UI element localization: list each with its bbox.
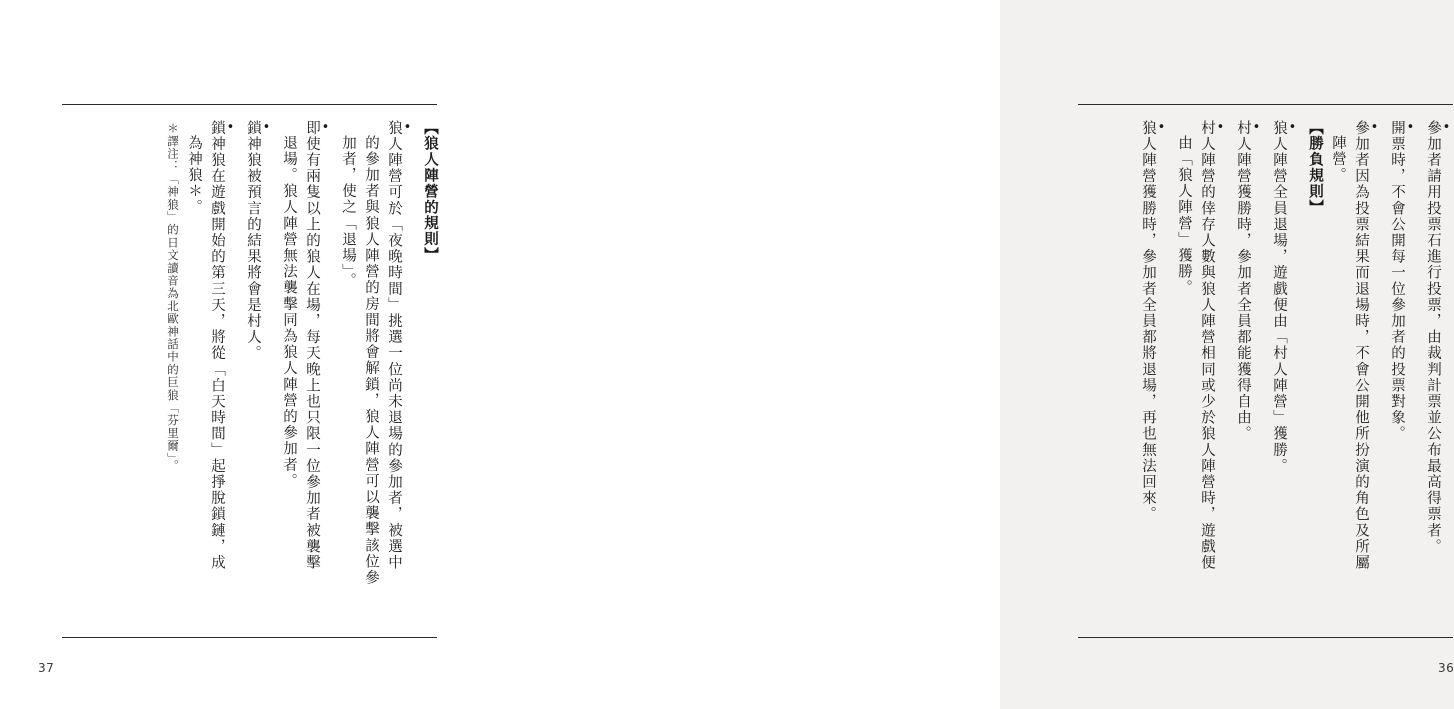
- page-bottom-rule-left: [62, 637, 437, 638]
- page-number-right: 36: [1438, 661, 1454, 675]
- page-top-rule-right: [1078, 104, 1453, 105]
- rule-item: • 村人陣營獲勝時，參加者全員都能獲得自由。: [1236, 120, 1264, 620]
- page-top-rule-left: [62, 104, 437, 105]
- rule-item-continuation: 為神狼＊。: [186, 135, 202, 216]
- rule-item: • 狼人陣營全員退場，遊戲便由「村人陣營」獲勝。: [1272, 120, 1300, 620]
- rule-item: • 開票時，不會公開每一位參加者的投票對象。: [1390, 120, 1418, 620]
- rule-item: • 狼人陣營可於「夜晚時間」挑選一位尚未退場的參加者，被選中: [387, 120, 415, 620]
- rule-item: • 即使有兩隻以上的狼人在場，每天晚上也只限一位參加者被襲擊: [305, 120, 333, 620]
- page-number-left: 37: [38, 661, 55, 675]
- rule-item: • 狼人陣營獲勝時，參加者全員都將退場，再也無法回來。: [1141, 120, 1169, 620]
- rule-item: • 參加者請用投票石進行投票，由裁判計票並公布最高得票者。: [1426, 120, 1454, 620]
- rule-item: • 鎖神狼被預言的結果將會是村人。: [246, 120, 274, 620]
- section-heading: 【勝負規則】: [1307, 120, 1323, 216]
- page-right: [500, 0, 1454, 709]
- rule-item-continuation: 陣營。: [1330, 135, 1346, 184]
- text-block-right: [1078, 120, 1453, 620]
- section-heading: 【狼人陣營的規則】: [422, 120, 438, 264]
- page-bottom-rule-right: [1078, 637, 1453, 638]
- rule-item-continuation: 由「狼人陣營」獲勝。: [1176, 135, 1192, 296]
- rule-item-continuation: 退場。狼人陣營無法襲擊同為狼人陣營的參加者。: [281, 135, 297, 490]
- rule-item: • 鎖神狼在遊戲開始的第三天，將從「白天時間」起掙脫鎖鏈，成: [210, 120, 238, 620]
- text-block-left: [62, 120, 437, 620]
- rule-item-continuation: 加者，使之「退場」。: [340, 135, 356, 289]
- rule-item: • 參加者因為投票結果而退場時，不會公開他所扮演的角色及所屬: [1354, 120, 1382, 620]
- page-left: [0, 0, 500, 709]
- translator-note: ＊譯注：「神狼」的日文讀音為北歐神話中的巨狼「芬里爾」。: [166, 122, 180, 472]
- rule-item-continuation: 的參加者與狼人陣營的房間將會解鎖，狼人陣營可以襲擊該位參: [363, 135, 379, 586]
- rule-item: • 村人陣營的倖存人數與狼人陣營相同或少於狼人陣營時，遊戲便: [1200, 120, 1228, 620]
